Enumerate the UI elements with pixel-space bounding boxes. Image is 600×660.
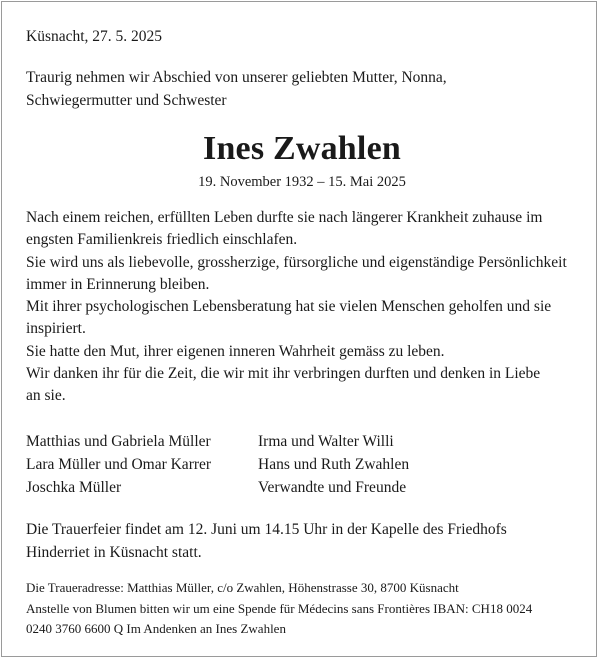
place-date: Küsnacht, 27. 5. 2025 (26, 28, 163, 45)
life-dates: 19. November 1932 – 15. Mai 2025 (198, 174, 406, 190)
family-list-left (26, 430, 211, 499)
body-line: Sie hatte den Mut, ihrer eigenen inneren Wahrheit gemäss zu leben. (26, 342, 445, 360)
footer-line: 0240 3760 6600 Q Im Andenken an Ines Zwahlen (26, 621, 286, 636)
body-line: immer in Erinnerung bleiben. (26, 275, 210, 293)
ceremony-line: Die Trauerfeier findet am 12. Juni um 14.15 Uhr in der Kapelle des Friedhofs (26, 521, 507, 538)
family-member: Verwandte und Freunde (258, 479, 407, 496)
deceased-name: Ines Zwahlen (203, 130, 401, 167)
family-member: Irma und Walter Willi (258, 433, 394, 450)
body-text (26, 207, 567, 408)
obituary-notice (1, 1, 597, 657)
intro-line: Schwiegermutter und Schwester (26, 92, 227, 109)
body-line: Mit ihrer psychologischen Lebensberatung hat sie vielen Menschen geholfen und sie (26, 298, 552, 316)
body-line: Wir danken ihr für die Zeit, die wir mit ihr verbringen durften und denken in Liebe (26, 365, 541, 383)
family-member: Lara Müller und Omar Karrer (26, 456, 212, 473)
footer-line: Die Traueradresse: Matthias Müller, c/o Zwahlen, Höhenstrasse 30, 8700 Küsnacht (26, 580, 459, 595)
body-line: engsten Familienkreis friedlich einschlafen. (26, 231, 298, 249)
family-member: Hans und Ruth Zwahlen (258, 456, 410, 473)
ceremony-line: Hinderriet in Küsnacht statt. (26, 544, 202, 561)
body-line: Sie wird uns als liebevolle, grossherzige, fürsorgliche und eigenständige Persönlichkeit (26, 253, 567, 271)
footer-info (26, 578, 532, 640)
ceremony-info (26, 518, 507, 564)
family-list-right (258, 430, 409, 499)
footer-line: Anstelle von Blumen bitten wir um eine Spende für Médecins sans Frontières IBAN: CH18 0024 (26, 600, 533, 616)
body-line: Nach einem reichen, erfüllten Leben durfte sie nach längerer Krankheit zuhause im (26, 209, 543, 226)
family-member: Joschka Müller (26, 479, 122, 496)
intro-line: Traurig nehmen wir Abschied von unserer geliebten Mutter, Nonna, (26, 69, 447, 86)
body-line: inspiriert. (26, 320, 86, 338)
intro-text (26, 66, 447, 112)
body-line: an sie. (26, 387, 66, 405)
family-member: Matthias und Gabriela Müller (26, 433, 211, 450)
